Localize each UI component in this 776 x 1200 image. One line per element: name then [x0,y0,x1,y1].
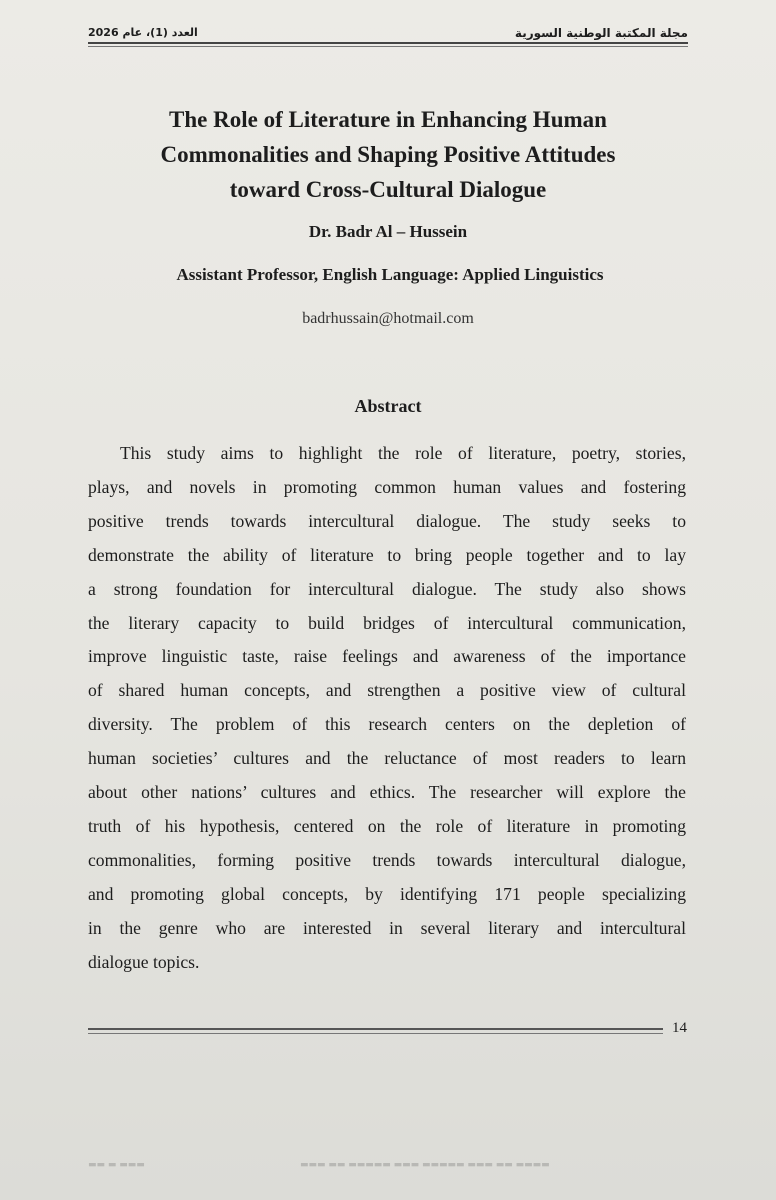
abstract-body [88,437,686,980]
abstract-line: demonstrate the ability of literature to bring people together and to lay [88,544,686,565]
article-title [60,102,716,207]
show-through-text: ▬▬ ▬ ▬▬▬ [88,1160,145,1170]
abstract-line: dialogue topics. [88,951,200,972]
title-line: toward Cross-Cultural Dialogue [229,177,547,202]
abstract-line: This study aims to highlight the role of literature, poetry, stories, [120,443,686,463]
issue-label: العدد (1)، عام 2026 [88,26,198,39]
footer-rule [88,1028,663,1030]
abstract-line: commonalities, forming positive trends towards intercultural dialogue, [88,849,686,870]
author-name: Dr. Badr Al – Hussein [308,222,468,241]
abstract-line: and promoting global concepts, by identifying 171 people specializing [88,883,686,904]
abstract-heading: Abstract [354,396,422,416]
abstract-line: human societies’ cultures and the reluctance of most readers to learn [88,748,686,769]
abstract-line: plays, and novels in promoting common human values and fostering [88,476,686,497]
header-rule [88,42,688,44]
show-through-text: ▬▬▬ ▬▬ ▬▬▬▬▬ ▬▬▬ ▬▬▬▬▬ ▬▬▬ ▬▬ ▬▬▬▬ [300,1160,550,1170]
title-line: Commonalities and Shaping Positive Attitudes [160,142,616,167]
footer-rule-thin [88,1033,663,1034]
author-position: Assistant Professor, English Language: Applied Linguistics [176,265,604,284]
abstract-line: positive trends towards intercultural dialogue. The study seeks to [88,510,686,531]
title-line: The Role of Literature in Enhancing Human [169,107,607,132]
author-email: badrhussain@hotmail.com [302,310,474,327]
abstract-line: about other nations’ cultures and ethics. The researcher will explore the [88,782,686,803]
journal-name: مجلة المكتبة الوطنية السورية [514,26,688,40]
abstract-line: improve linguistic taste, raise feelings and awareness of the importance [88,646,686,667]
page-number: 14 [672,1020,687,1036]
running-header [88,22,688,48]
abstract-line: diversity. The problem of this research centers on the depletion of [88,714,686,735]
abstract-line: in the genre who are interested in several literary and intercultural [88,917,686,938]
abstract-line: of shared human concepts, and strengthen a positive view of cultural [88,680,686,701]
header-rule-thin [88,46,688,47]
abstract-line: truth of his hypothesis, centered on the role of literature in promoting [88,815,686,836]
abstract-line: the literary capacity to build bridges of intercultural communication, [88,612,686,633]
abstract-line: a strong foundation for intercultural dialogue. The study also shows [88,578,686,599]
